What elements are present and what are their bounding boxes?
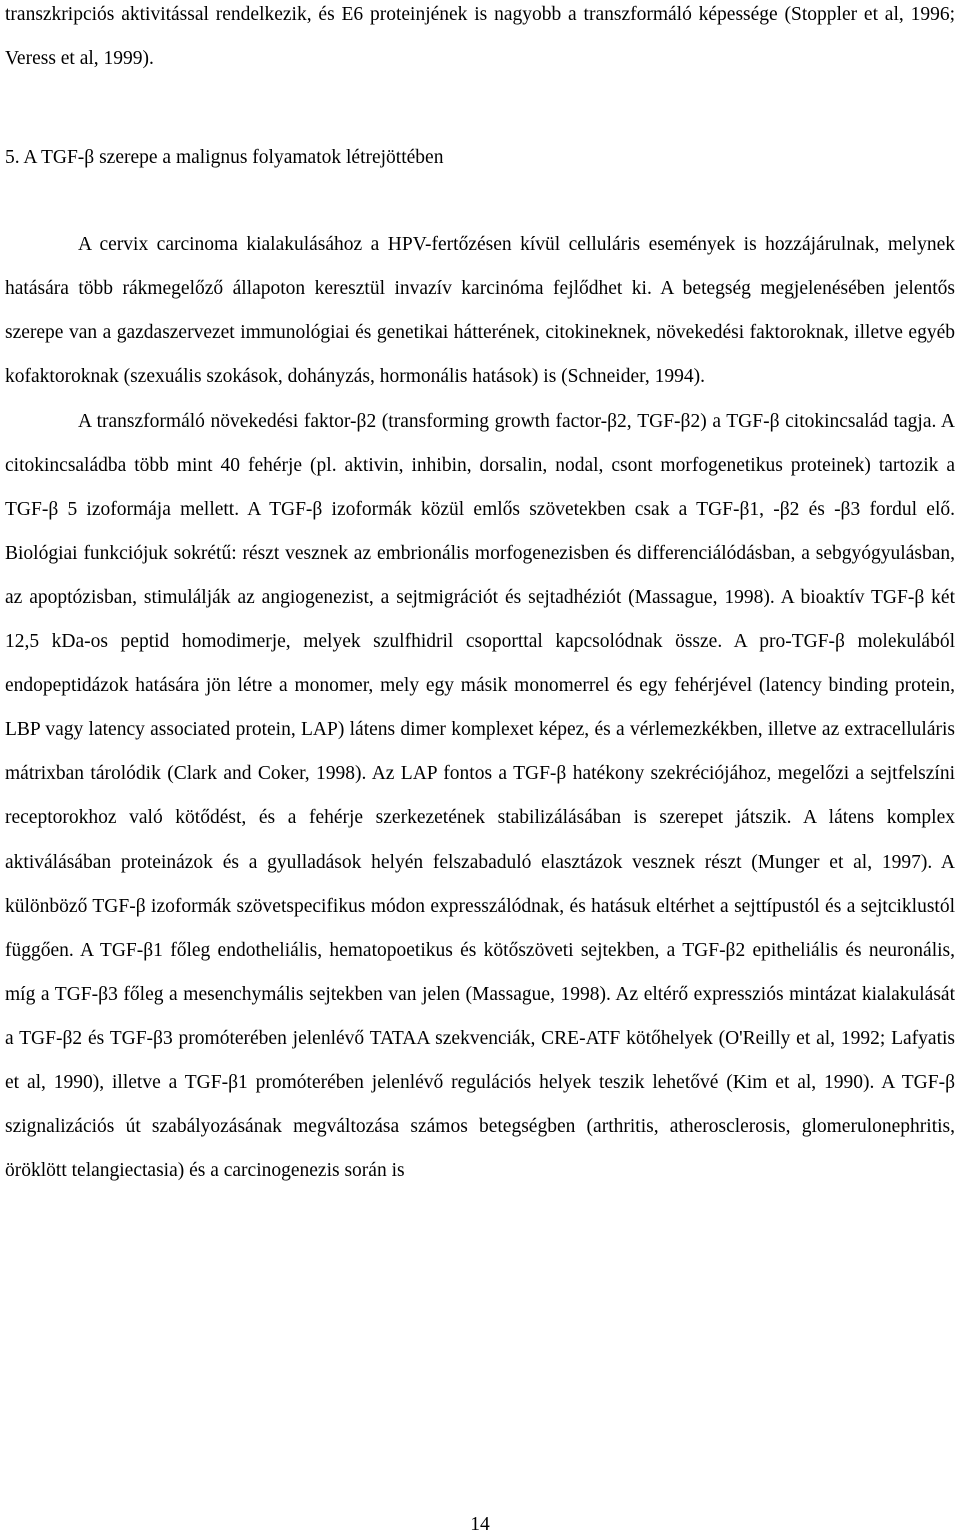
paragraph-tgf-beta: A transzformáló növekedési faktor-β2 (transforming growth factor-β2, TGF-β2) a TGF-β citokincsalád tagja. A citokincsaládba több mint 40 fehérje (pl. aktivin, inhibin, dorsalin, nodal, csont morfogenetikus proteinek) tartozik a TGF-β 5 izoformája mellett. A TGF-β izoformák közül emlős szövetekben csak a TGF-β1, -β2 és -β3 fordul elő. Biológiai funkciójuk sokrétű: részt vesznek az embrionális morfogenezisben és differenciálódásban, a sebgyógyulásban, az apoptózisban, stimulálják az angiogenezist, a sejtmigrációt és sejtadhéziót (Massague, 1998). A bioaktív TGF-β két 12,5 kDa-os peptid homodimerje, melyek szulfhidril csoporttal kapcsolódnak össze. A pro-TGF-β molekulából endopeptidázok hatására jön létre a monomer, mely egy másik monomerrel és egy fehérjével (latency binding protein, LBP vagy latency associated protein, LAP) látens dimer komplexet képez, és a vérlemezkékben, illetve az extracelluláris mátrixban tárolódik (Clark and Coker, 1998). Az LAP fontos a TGF-β hatékony szekréciójához, megelőzi a sejtfelszíni receptorokhoz való kötődést, és a fehérje szerkezetének stabilizálásában is szerepet játszik. A látens komplex aktiválásában proteinázok és a gyulladások helyén felszabaduló elasztázok vesznek részt (Munger et al, 1997). A különböző TGF-β izoformák szövetspecifikus módon expresszálódnak, és hatásuk eltérhet a sejttípustól és a sejtciklustól függően. A TGF-β1 főleg endotheliális, hematopoetikus és kötőszöveti sejtekben, a TGF-β2 epitheliális és neuronális, míg a TGF-β3 főleg a mesenchymális sejtekben van jelen (Massague, 1998). Az eltérő expressziós mintázat kialakulását a TGF-β2 és TGF-β3 promóterében jelenlévő TATAA szekvenciák, CRE-ATF kötőhelyek (O'Reilly et al, 1992; Lafyatis et al, 1990), illetve a TGF-β1 promóterében jelenlévő regulációs helyek teszik lehetővé (Kim et al, 1990). A TGF-β szignalizációs út szabályozásának megváltozása számos betegségben (arthritis, atherosclerosis, glomerulonephritis, öröklött telangiectasia) és a carcinogenezis során is [5,410,955,1182]
section-heading: 5. A TGF-β szerepe a malignus folyamatok létrejöttében [5,147,444,169]
document-page [5,0,955,1193]
paragraph-cervix-carcinoma: A cervix carcinoma kialakulásához a HPV-fertőzésen kívül celluláris események is hozzájárulnak, melynek hatására több rákmegelőző állapoton keresztül invazív karcinóma fejlődhet ki. A betegség megjelenésében jelentős szerepe van a gazdaszervezet immunológiai és genetikai hátterének, citokineknek, növekedési faktoroknak, illetve egyéb kofaktoroknak (szexuális szokások, dohányzás, hormonális hatások) is (Schneider, 1994). [5,234,955,388]
page-number: 14 [470,1514,490,1535]
paragraph-continuation: transzkripciós aktivitással rendelkezik, és E6 proteinjének is nagyobb a transzformáló képessége (Stoppler et al, 1996; Veress et al, 1999). [5,4,955,70]
